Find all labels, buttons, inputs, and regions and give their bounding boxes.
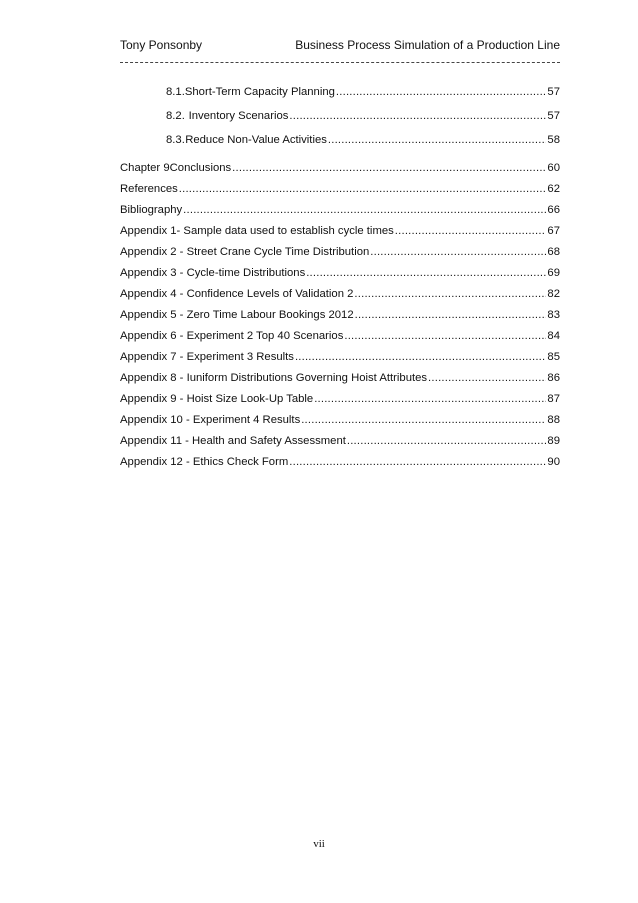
toc-entry[interactable] <box>120 347 560 368</box>
toc-entry-title: Appendix 2 - Street Crane Cycle Time Distribution <box>120 246 370 258</box>
toc-entry-title: Appendix 12 - Ethics Check Form <box>120 456 289 468</box>
toc-entry-page: 84 <box>547 330 560 342</box>
toc-entry-title: Appendix 3 - Cycle-time Distributions <box>120 267 306 279</box>
toc-entry-page: 88 <box>547 414 560 426</box>
toc-entry-page: 89 <box>547 435 560 447</box>
toc-entry-title: Appendix 11 - Health and Safety Assessment <box>120 435 346 447</box>
toc-entry[interactable] <box>120 104 560 128</box>
toc-entry-title: Short-Term Capacity Planning <box>184 86 335 98</box>
toc-entry-title: Appendix 7 - Experiment 3 Results <box>120 351 294 363</box>
toc-entry-number: Chapter 9 <box>120 162 170 174</box>
toc-entry-title: Appendix 1- Sample data used to establish cycle times <box>120 225 394 237</box>
toc-entry-number: 8.2. <box>166 110 185 122</box>
toc-dot-leader <box>289 104 546 128</box>
toc-dot-leader <box>314 389 546 410</box>
toc-entry-page: 87 <box>547 393 560 405</box>
toc-entry[interactable] <box>120 326 560 347</box>
toc-entry[interactable] <box>120 221 560 242</box>
toc-entry-page: 57 <box>547 86 560 98</box>
toc-entry[interactable] <box>120 431 560 452</box>
toc-entry-page: 85 <box>547 351 560 363</box>
toc-dot-leader <box>306 263 546 284</box>
toc-entry-page: 69 <box>547 267 560 279</box>
toc-entry-title: Appendix 6 - Experiment 2 Top 40 Scenarios <box>120 330 344 342</box>
toc-entry[interactable] <box>120 80 560 104</box>
toc-dot-leader <box>295 347 546 368</box>
toc-entry-page: 58 <box>547 134 560 146</box>
toc-entry[interactable] <box>120 158 560 179</box>
toc-entry-title: Bibliography <box>120 204 183 216</box>
toc-dot-leader <box>336 80 547 104</box>
toc-dot-leader <box>232 158 546 179</box>
toc-entry[interactable] <box>120 389 560 410</box>
toc-entry-page: 86 <box>547 372 560 384</box>
page-header <box>120 38 560 54</box>
toc-entry-page: 90 <box>547 456 560 468</box>
toc-entry[interactable] <box>120 452 560 473</box>
toc-entry-page: 60 <box>547 162 560 174</box>
table-of-contents <box>120 80 560 473</box>
toc-entry-page: 82 <box>547 288 560 300</box>
toc-entry[interactable] <box>120 128 560 152</box>
toc-entry-title: Appendix 4 - Confidence Levels of Validation 2 <box>120 288 354 300</box>
toc-dot-leader <box>355 305 547 326</box>
toc-dot-leader <box>370 242 546 263</box>
toc-entry-number: 8.1. <box>166 86 185 98</box>
toc-dot-leader <box>344 326 546 347</box>
toc-dot-leader <box>289 452 546 473</box>
toc-dot-leader <box>179 179 547 200</box>
toc-dot-leader <box>354 284 546 305</box>
toc-dot-leader <box>347 431 547 452</box>
toc-entry-title: Inventory Scenarios <box>188 110 289 122</box>
toc-entry-title: Appendix 5 - Zero Time Labour Bookings 2012 <box>120 309 354 321</box>
toc-entry-page: 83 <box>547 309 560 321</box>
toc-entry-number: 8.3. <box>166 134 185 146</box>
toc-entry[interactable] <box>120 242 560 263</box>
toc-entry-page: 57 <box>547 110 560 122</box>
toc-dot-leader <box>395 221 547 242</box>
toc-dot-leader <box>183 200 546 221</box>
toc-entry-page: 66 <box>547 204 560 216</box>
header-rule <box>120 62 560 63</box>
toc-entry-title: Reduce Non-Value Activities <box>185 134 327 146</box>
header-document-title: Business Process Simulation of a Production Line <box>295 38 560 52</box>
toc-entry[interactable] <box>120 263 560 284</box>
toc-entry[interactable] <box>120 284 560 305</box>
header-author: Tony Ponsonby <box>120 38 203 52</box>
page-number: vii <box>313 838 325 850</box>
toc-entry-title: References <box>120 183 178 195</box>
toc-entry[interactable] <box>120 305 560 326</box>
toc-dot-leader <box>428 368 546 389</box>
toc-entry-page: 62 <box>547 183 560 195</box>
toc-dot-leader <box>328 128 547 152</box>
toc-entry-title: Appendix 9 - Hoist Size Look-Up Table <box>120 393 314 405</box>
toc-entry-title: Appendix 8 - Iuniform Distributions Governing Hoist Attributes <box>120 372 428 384</box>
toc-entry-page: 67 <box>547 225 560 237</box>
toc-entry-page: 68 <box>547 246 560 258</box>
toc-entry-title: Appendix 10 - Experiment 4 Results <box>120 414 301 426</box>
toc-dot-leader <box>301 410 546 431</box>
toc-entry[interactable] <box>120 410 560 431</box>
toc-entry[interactable] <box>120 179 560 200</box>
toc-entry-title: Conclusions <box>169 162 232 174</box>
toc-entry[interactable] <box>120 200 560 221</box>
toc-entry[interactable] <box>120 368 560 389</box>
